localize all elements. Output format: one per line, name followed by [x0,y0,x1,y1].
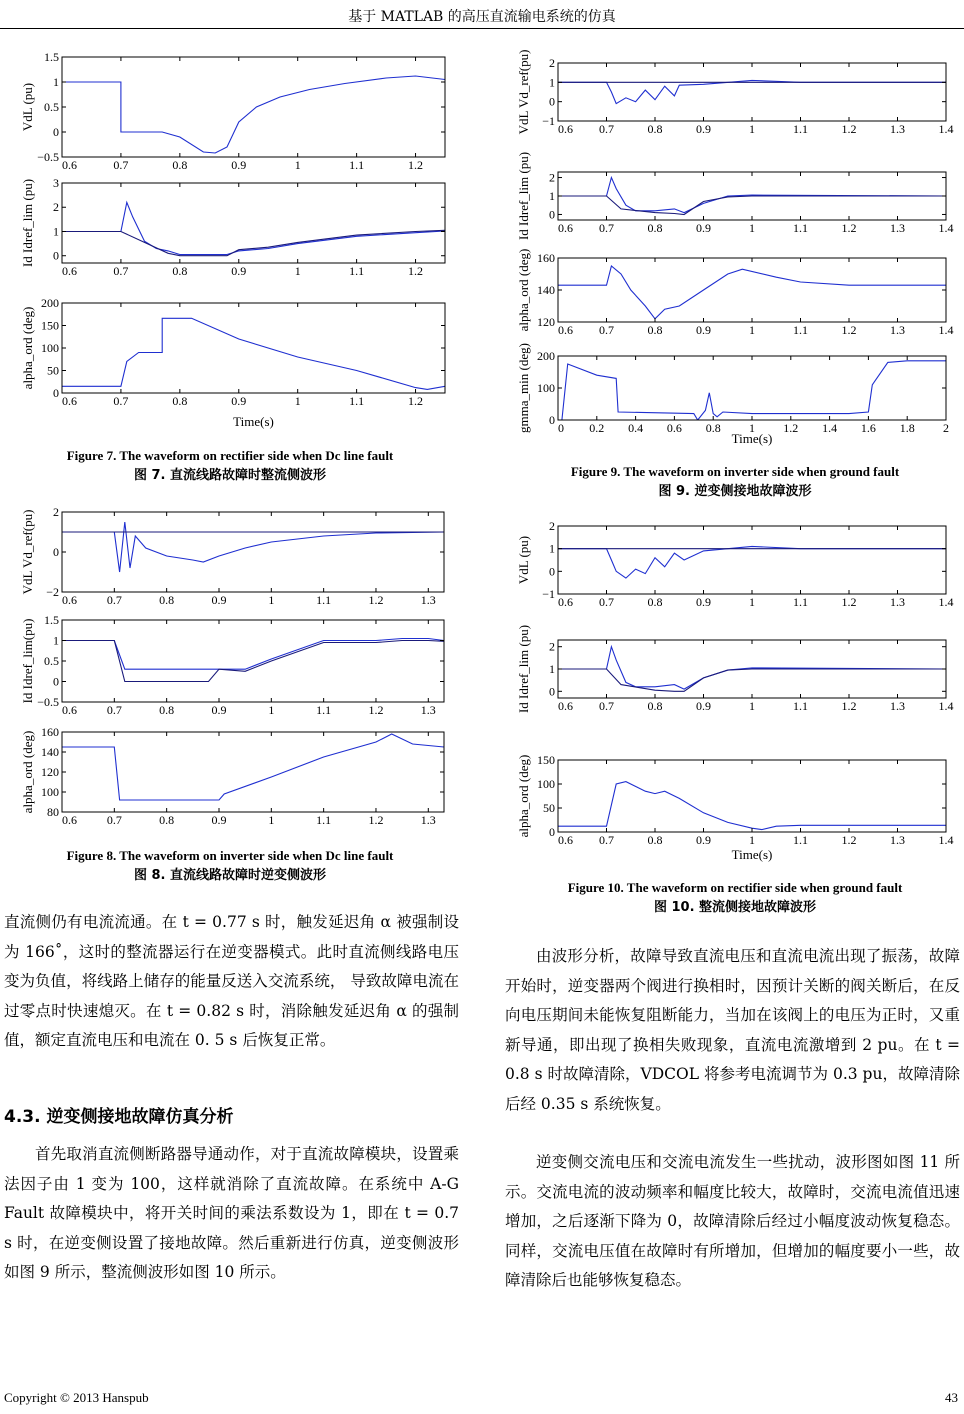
figure-8-caption-zh: 图 8. 直流线路故障时逆变侧波形 [133,868,327,883]
fig7-panel-3-xtick: 1.2 [408,394,424,408]
fig10-panel-1-xtick: 0.7 [599,595,614,609]
fig8-panel-1-xtick: 1.3 [420,593,436,607]
fig9-panel-3-xtick: 1.1 [793,323,808,337]
figure-10-caption-zh: 图 10. 整流侧接地故障波形 [653,900,817,915]
fig7-panel-3-ylabel: alpha_ord (deg) [20,306,35,390]
fig7-panel-3-xtick: 1.1 [349,394,365,408]
fig9-panel-1-xtick: 0.6 [558,122,573,136]
fig7-panel-1-xtick: 1.1 [349,158,365,172]
fig10-panel-3-xtick: 0.7 [599,833,614,847]
fig9-panel-2-xtick: 1.2 [841,221,857,235]
fig9-panel-1-xtick: 1.2 [841,122,857,136]
fig10-panel-2-xtick: 0.7 [599,699,614,713]
fig8-panel-3-xtick: 1 [268,813,275,827]
figure-10-caption-en: Figure 10. The waveform on rectifier side when ground fault [567,880,903,895]
fig9-panel-2-xtick: 0.7 [599,221,614,235]
fig7-panel-1-ylabel: VdL (pu) [20,82,35,132]
fig10-panel-3-xtick: 1.2 [841,833,857,847]
fig8-panel-1-xtick: 0.9 [211,593,227,607]
fig7-panel-2-xtick: 0.9 [231,264,247,278]
fig7-panel-2-ytick: 1 [53,224,59,239]
fig9-panel-2-xtick: 1.3 [890,221,905,235]
fig10-panel-3-xtick: 0.9 [696,833,711,847]
fig10-panel-3-frame [558,760,946,832]
fig10-panel-1-xtick: 1.3 [890,595,905,609]
fig9-panel-1-ytick: −1 [542,114,555,128]
fig10-panel-2-series-1 [558,647,946,689]
fig7-panel-2-xtick: 0.7 [113,264,129,278]
fig10-panel-3-xtick: 0.8 [647,833,663,847]
fig10-panel-1-frame [558,526,946,594]
fig8-panel-1-ytick: −2 [46,585,59,599]
fig7-panel-1-ytick: 1.5 [44,50,59,64]
fig10-panel-1-xtick: 1.4 [938,595,954,609]
fig8-panel-2-ylabel: Id Idref_lim(pu) [20,618,35,704]
fig8-panel-1-xtick: 0.7 [106,593,122,607]
fig9-panel-4-ytick: 0 [549,413,555,427]
fig10-panel-1-xtick: 1.1 [793,595,808,609]
fig8-panel-2-xtick: 0.9 [211,703,227,717]
fig10-panel-2-xtick: 1.4 [938,699,954,713]
fig9-panel-3-xtick: 1.3 [890,323,905,337]
right-paragraph-1 [505,942,960,1119]
fig7-panel-1-ytick: 0 [53,125,59,139]
fig9-panel-4-xtick: 1.6 [860,421,876,435]
fig8-panel-3-xtick: 1.2 [368,813,384,827]
fig7-panel-2-ytick: 0 [53,248,59,263]
fig8-panel-2-ytick: 0 [53,674,59,689]
fig9-panel-3-xtick: 1 [749,323,755,337]
fig10-panel-1-series-1 [558,546,946,578]
fig8-panel-1-xtick: 0.8 [159,593,175,607]
fig8-panel-2-xtick: 1.1 [316,703,332,717]
fig8-panel-2-xtick: 1.2 [368,703,384,717]
fig8-panel-1-xtick: 1.2 [368,593,384,607]
fig8-panel-2-xtick: 1.3 [420,703,436,717]
fig7-panel-2-xtick: 1.2 [408,264,424,278]
fig7-panel-2-xtick: 1 [294,264,301,278]
fig7-xlabel: Time(s) [233,414,274,429]
figure-10-caption [505,880,964,915]
fig9-panel-4-xtick: 1.4 [822,421,838,435]
fig10-panel-2-xtick: 1.3 [890,699,905,713]
fig10-panel-3-xtick: 1.1 [793,833,808,847]
figure-7-caption-zh: 图 7. 直流线路故障时整流侧波形 [133,468,327,483]
fig9-panel-1-xtick: 0.9 [696,122,711,136]
fig7-panel-3-xtick: 0.8 [172,394,188,408]
fig9-panel-3-xtick: 1.4 [938,323,954,337]
fig9-panel-2-ytick: 0 [549,207,555,222]
fig10-panel-1-ytick: −1 [542,587,555,601]
fig10-panel-3-xtick: 0.6 [558,833,573,847]
fig7-panel-3-ytick: 100 [41,341,59,355]
fig8-panel-2-ytick: 1 [53,633,59,648]
fig9-panel-1-xtick: 1.3 [890,122,905,136]
fig9-panel-3-xtick: 0.9 [696,323,711,337]
fig7-panel-2-xtick: 0.6 [62,264,77,278]
fig10-panel-3-ylabel: alpha_ord (deg) [516,754,531,838]
fig9-panel-1-xtick: 0.8 [647,122,663,136]
fig8-panel-2-ytick: −0.5 [37,695,59,709]
fig7-panel-3-ytick: 150 [41,318,59,333]
fig8-panel-2-xtick: 0.6 [62,703,77,717]
fig8-panel-1-xtick: 1.1 [316,593,332,607]
fig9-panel-1-ytick: 0 [549,94,555,109]
figure-8-caption-en: Figure 8. The waveform on inverter side when Dc line fault [66,848,394,863]
fig8-panel-3-xtick: 0.8 [159,813,175,827]
fig9-panel-3-xtick: 0.6 [558,323,573,337]
fig7-panel-2-ylabel: Id Idref_lim (pu) [20,178,35,268]
fig9-xlabel: Time(s) [731,431,773,446]
fig10-panel-1-ytick: 1 [549,541,555,556]
fig9-panel-3-ylabel: alpha_ord (deg) [516,248,531,332]
figure-9-caption-en: Figure 9. The waveform on inverter side when ground fault [570,464,900,479]
fig9-panel-4-xtick: 1 [749,421,755,435]
fig9-panel-2-xtick: 1.4 [938,221,954,235]
fig10-panel-3-xtick: 1.3 [890,833,905,847]
fig7-panel-3-ytick: 0 [53,386,59,400]
fig10-panel-2-ytick: 1 [549,662,555,676]
fig9-panel-1-xtick: 1.1 [793,122,808,136]
fig10-panel-2-ytick: 0 [549,684,555,699]
fig9-panel-1-xtick: 1.4 [938,122,954,136]
fig9-panel-1-xtick: 0.7 [599,122,614,136]
fig10-panel-2-xtick: 0.6 [558,699,573,713]
right-paragraph-2-text: 逆变侧交流电压和交流电流发生一些扰动，波形图如图 11 所示。交流电流的波动频率和幅度比较大，故障时，交流电流值迅速增加，之后逐渐下降为 0，故障清除后经过小幅度波动恢复稳态。同样，交流电压值在故障时有所增加，但增加的幅度要小一些，故障清除后也能够恢复稳态。 [505,1153,960,1289]
fig7-panel-3-ytick: 50 [47,363,59,378]
fig9-panel-4-ylabel: gmma_min (deg) [516,343,531,433]
fig9-panel-2-ytick: 1 [549,189,555,203]
left-paragraph-2 [4,1140,459,1288]
fig7-panel-3-xtick: 0.6 [62,394,77,408]
fig9-panel-1-xtick: 1 [749,122,755,136]
fig7-panel-1-xtick: 0.9 [231,158,247,172]
fig8-panel-3-ytick: 120 [41,765,59,779]
fig10-panel-3-ytick: 100 [537,777,555,791]
fig9-panel-2-xtick: 0.8 [647,221,663,235]
fig10-panel-2-xtick: 1 [749,699,755,713]
fig8-panel-2-xtick: 0.8 [159,703,175,717]
left-paragraph-1-text: 直流侧仍有电流流通。在 t = 0.77 s 时，触发延迟角 α 被强制设为 166˚，这时的整流器运行在逆变器模式。此时直流侧线路电压变为负值，将线路上储存的能量反送入交流系统， 导致故障电流在过零点时快速熄灭。在 t = 0.82 s 时，消除触发延迟角 α 的强制值，额定直流电压和电流在 0. 5 s 后恢复正常。 [4,913,459,1049]
fig7-panel-2-xtick: 0.8 [172,264,188,278]
fig9-panel-3-ytick: 140 [537,283,555,297]
fig8-panel-2-xtick: 1 [268,703,275,717]
fig8-panel-3-ytick: 160 [41,725,59,739]
fig7-panel-3-ytick: 200 [41,296,59,310]
fig9-panel-2-xtick: 0.6 [558,221,573,235]
fig9-panel-2-xtick: 1 [749,221,755,235]
fig10-panel-3-xtick: 1 [749,833,755,847]
fig7-panel-1-ytick: 1 [53,75,59,89]
fig8-panel-3-ytick: 80 [47,805,59,819]
fig10-panel-2-xtick: 1.2 [841,699,857,713]
fig7-panel-1-xtick: 0.7 [113,158,129,172]
fig10-panel-1-xtick: 0.6 [558,595,573,609]
fig10-panel-1-xtick: 1.2 [841,595,857,609]
fig8-panel-1-ytick: 2 [53,505,59,519]
fig9-panel-3-xtick: 1.2 [841,323,857,337]
fig7-panel-3-xtick: 0.7 [113,394,129,408]
fig10-panel-3-series-1 [558,782,946,830]
fig10-panel-3-ytick: 150 [537,753,555,767]
fig9-panel-2-ylabel: Id Idref_lim (pu) [516,151,531,241]
fig8-panel-3-xtick: 1.1 [316,813,332,827]
fig9-panel-4-xtick: 0.8 [705,421,721,435]
fig9-panel-2-xtick: 1.1 [793,221,808,235]
fig10-panel-1-ylabel: VdL (pu) [516,535,531,585]
right-paragraph-1-text: 由波形分析，故障导致直流电压和直流电流出现了振荡，故障开始时，逆变器两个阀进行换相时，因预计关断的阀关断后，在反向电压期间未能恢复阻断能力，当加在该阀上的电压为正时，又重新导通，即出现了换相失败现象，直流电流激增到 2 pu。在 t = 0.8 s 时故障清除，VDCOL 将参考电流调节为 0.3 pu，故障清除后经 0.35 s 系统恢复。 [505,947,960,1113]
fig10-panel-2-ylabel: Id Idref_lim (pu) [516,624,531,714]
fig10-panel-2-xtick: 1.1 [793,699,808,713]
fig8-panel-1-xtick: 0.6 [62,593,77,607]
fig7-panel-2-ytick: 3 [53,176,59,190]
fig9-panel-2-xtick: 0.9 [696,221,711,235]
fig10-panel-1 [516,519,954,609]
fig9-panel-4-ytick: 100 [537,381,555,395]
fig10-panel-1-ytick: 0 [549,564,555,579]
fig7-panel-1-ytick: −0.5 [37,150,59,164]
fig9-panel-1-ylabel: VdL Vd_ref(pu) [516,49,531,135]
fig10-panel-1-xtick: 1 [749,595,755,609]
fig8-panel-1-xtick: 1 [268,593,275,607]
fig10-panel-3 [516,753,954,847]
fig7-panel-3-xtick: 0.9 [231,394,247,408]
fig9-panel-4-ytick: 200 [537,349,555,363]
fig8-panel-3-ytick: 140 [41,745,59,759]
fig8-panel-3-ylabel: alpha_ord (deg) [20,730,35,814]
fig10-panel-3-ytick: 50 [543,801,555,815]
fig10-panel-3-xtick: 1.4 [938,833,954,847]
fig8-panel-3-xtick: 0.6 [62,813,77,827]
fig10-panel-2-ytick: 2 [549,639,555,654]
fig9-panel-1-ytick: 1 [549,75,555,90]
fig9-panel-4-xtick: 0.4 [628,421,644,435]
running-header: 基于 MATLAB 的高压直流输电系统的仿真 [348,9,616,25]
left-paragraph-2-text: 首先取消直流侧断路器导通动作，对于直流故障模块，设置乘法因子由 1 变为 100，这样就消除了直流故障。在系统中 A-G Fault 故障模块中，将开关时间的乘法系数设为 1，即在 t = 0.7 s 时，在逆变侧设置了接地故障。然后重新进行仿真，逆变侧波形如图 9 所示，整流侧波形如图 10 所示。 [4,1145,459,1281]
fig7-panel-1-xtick: 1 [294,158,301,172]
fig9-panel-4-xtick: 1.2 [783,421,799,435]
fig9-panel-4-xtick: 0.2 [589,421,605,435]
fig10-panel-3-ytick: 0 [549,825,555,839]
fig8-panel-3-xtick: 0.9 [211,813,227,827]
fig9-panel-4-xtick: 2 [943,421,949,435]
fig8-panel-2-ytick: 1.5 [44,613,59,627]
fig8-panel-2-ytick: 0.5 [44,654,59,668]
fig8-panel-3-xtick: 0.7 [106,813,122,827]
fig9-panel-4-xtick: 0.6 [666,421,682,435]
fig9-panel-2-ytick: 2 [549,170,555,185]
figure-9-caption-zh: 图 9. 逆变侧接地故障波形 [658,484,812,499]
fig10-xlabel: Time(s) [731,847,773,862]
fig8-panel-1-ytick: 0 [53,545,59,559]
fig10-panel-1-xtick: 0.9 [696,595,711,609]
fig8-panel-1-ylabel: VdL Vd_ref(pu) [20,509,35,595]
footer-page-number: 43 [945,1390,958,1405]
fig9-panel-3-xtick: 0.8 [647,323,663,337]
fig7-panel-1-xtick: 0.8 [172,158,188,172]
right-paragraph-2 [505,1148,960,1296]
fig10-panel-2-xtick: 0.8 [647,699,663,713]
footer-copyright: Copyright © 2013 Hanspub [4,1390,149,1405]
fig9-panel-3-xtick: 0.7 [599,323,614,337]
fig7-panel-3-xtick: 1 [294,394,301,408]
fig10-panel-2-xtick: 0.9 [696,699,711,713]
fig10-panel-2-series-2 [558,669,946,691]
fig7-panel-2-ytick: 2 [53,200,59,215]
fig7-panel-1-xtick: 1.2 [408,158,424,172]
left-paragraph-1 [4,908,459,1056]
fig9-panel-4-xtick: 0 [558,421,564,435]
section-heading-4-3: 4.3. 逆变侧接地故障仿真分析 [4,1107,234,1127]
fig9-panel-3-ytick: 160 [537,251,555,265]
figure-7-caption-en: Figure 7. The waveform on rectifier side when Dc line fault [66,448,394,463]
fig10-panel-1-xtick: 0.8 [647,595,663,609]
fig10-panel-2 [516,625,954,713]
fig8-panel-3-ytick: 100 [41,785,59,799]
fig8-panel-2-xtick: 0.7 [106,703,122,717]
fig9-panel-1-ytick: 2 [549,56,555,70]
fig7-panel-1-xtick: 0.6 [62,158,77,172]
fig10-panel-1-ytick: 2 [549,519,555,533]
fig8-panel-3-xtick: 1.3 [420,813,436,827]
fig7-panel-1-ytick: 0.5 [44,100,59,114]
fig7-panel-2-xtick: 1.1 [349,264,365,278]
fig9-panel-3-ytick: 120 [537,315,555,329]
fig9-panel-4-xtick: 1.8 [899,421,915,435]
